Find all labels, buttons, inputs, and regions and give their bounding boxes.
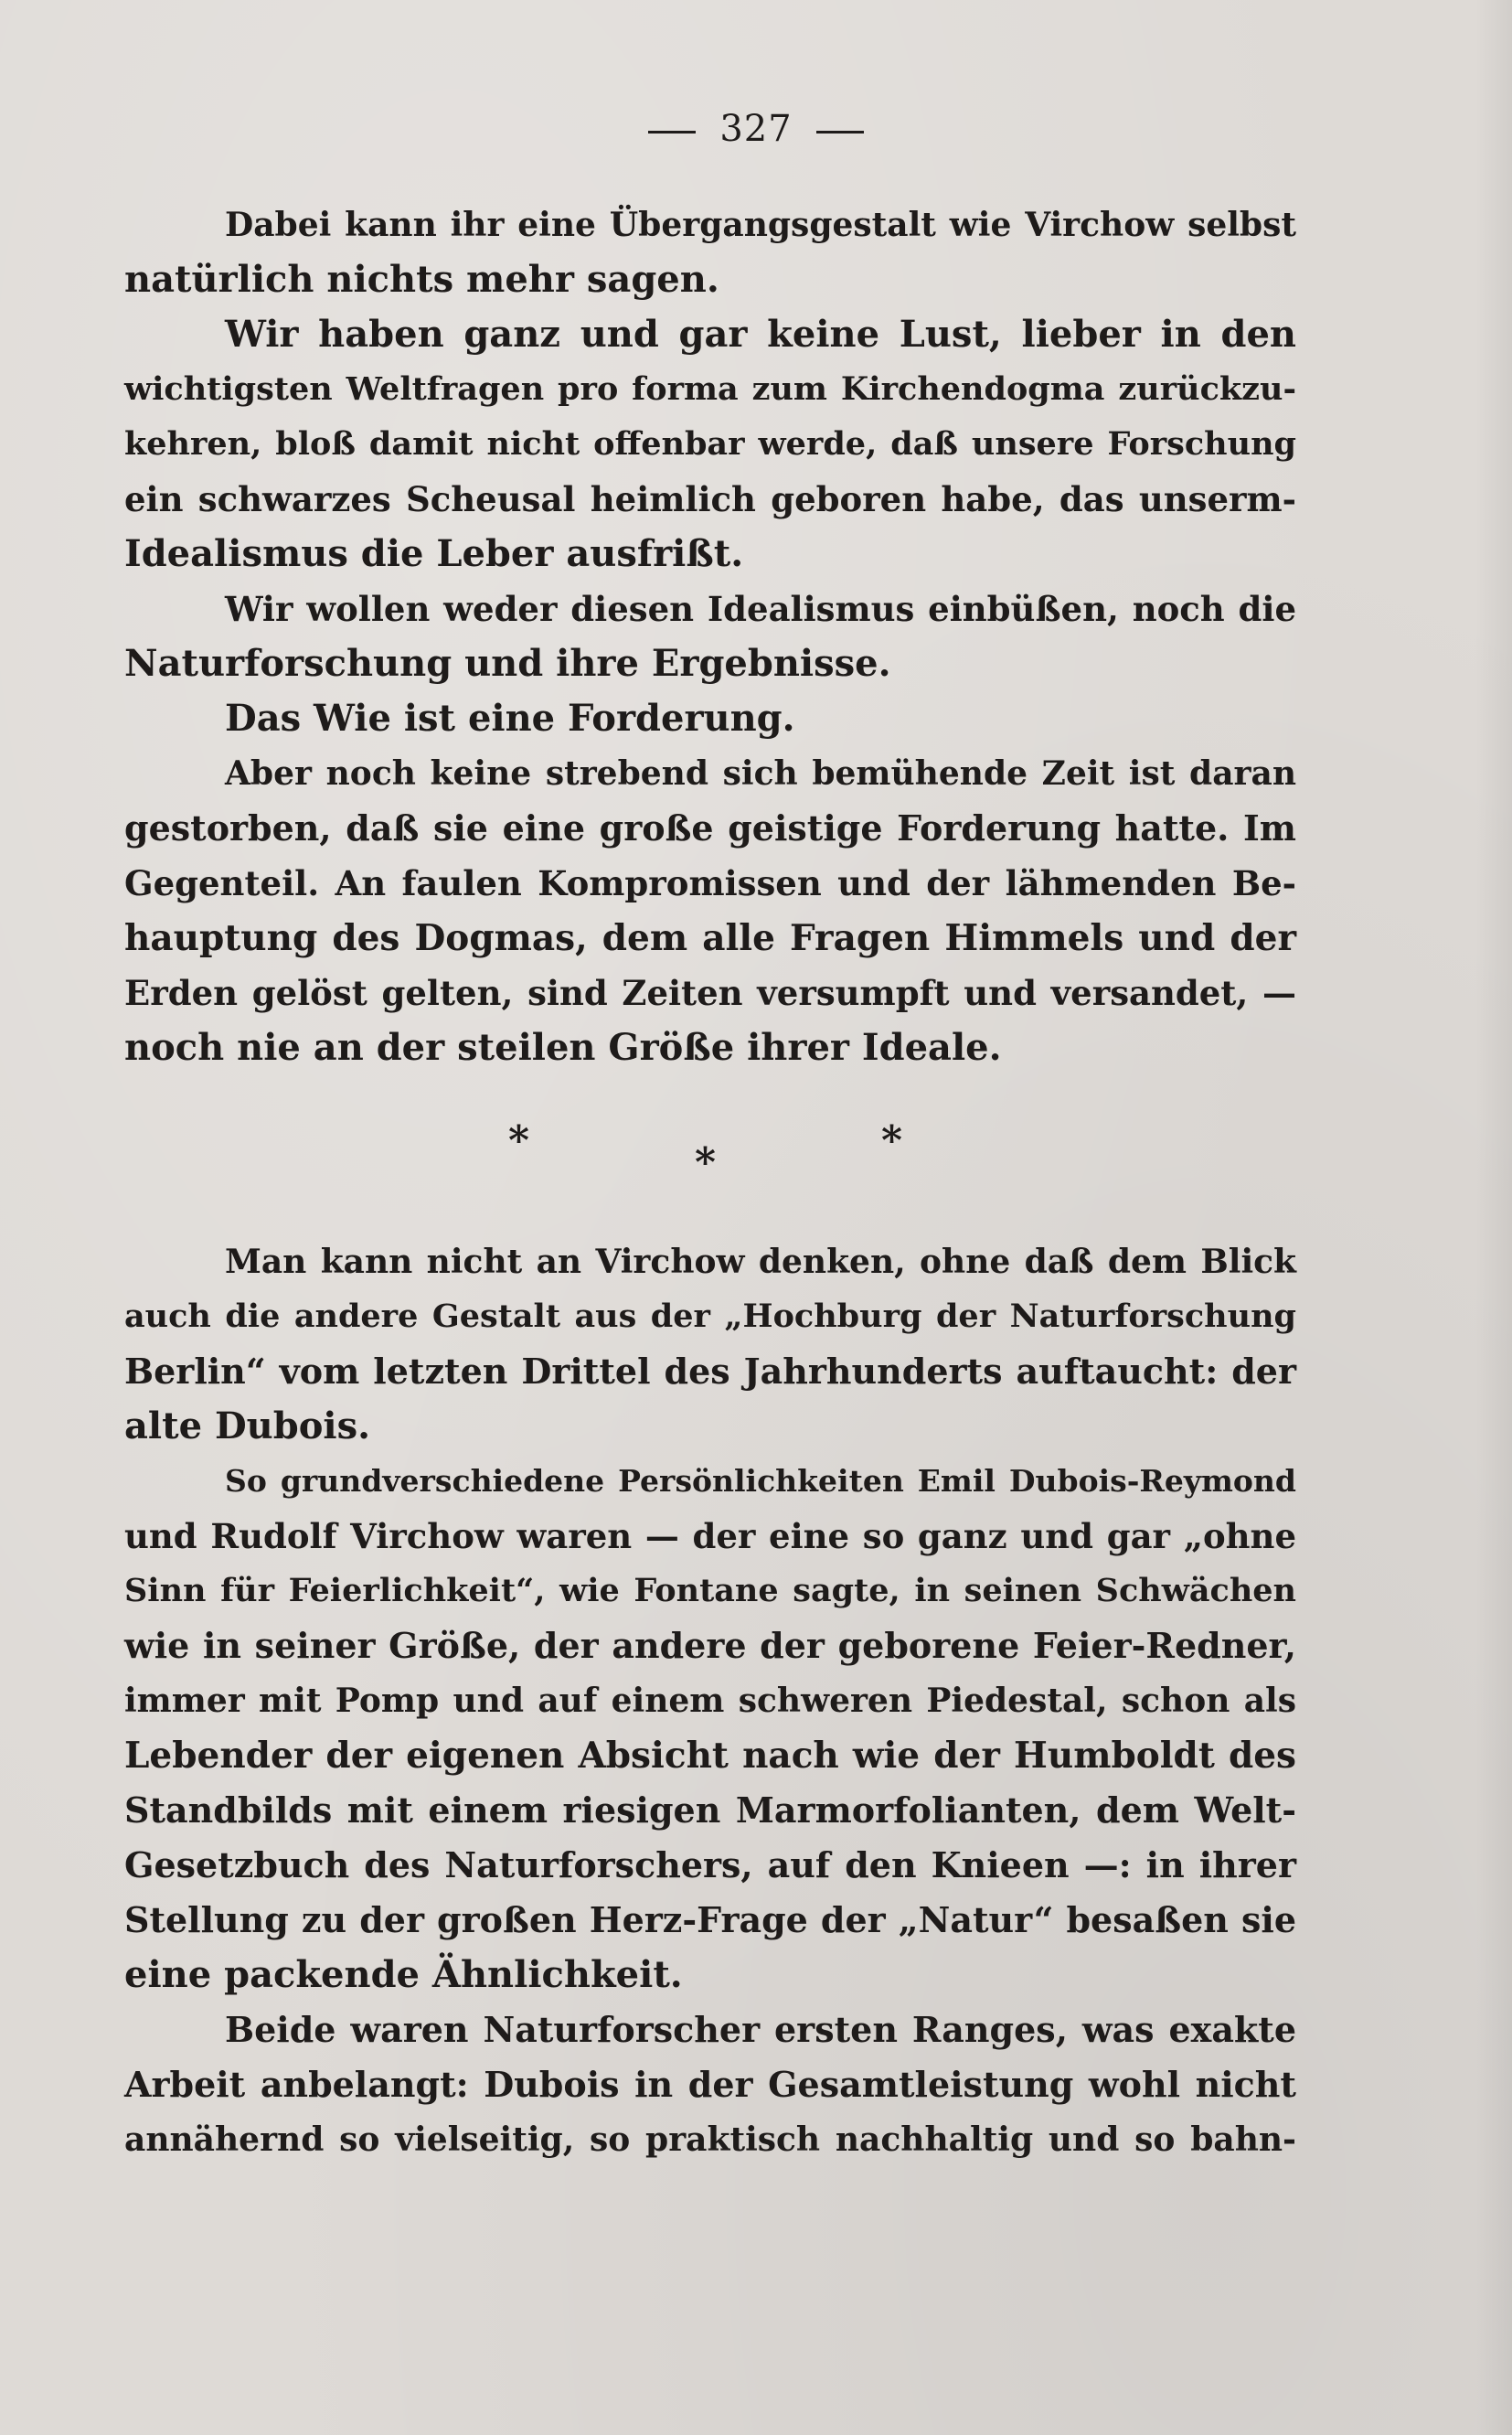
text-line: auch die andere Gestalt aus der „Hochburg der Naturforschung xyxy=(124,1298,1296,1335)
text-line: Arbeit anbelangt: Dubois in der Gesamtleistung wohl nicht xyxy=(124,2064,1296,2105)
text-line: Idealismus die Leber ausfrißt. xyxy=(124,532,744,575)
text-line: Berlin“ vom letzten Drittel des Jahrhunderts auftaucht: der xyxy=(124,1351,1296,1392)
text-line: Gesetzbuch des Naturforschers, auf den Knieen —: in ihrer xyxy=(124,1844,1296,1885)
text-line: natürlich nichts mehr sagen. xyxy=(124,258,719,301)
page-edge-shadow xyxy=(1475,0,1512,2435)
text-line: kehren, bloß damit nicht offenbar werde, daß unsere Forschung xyxy=(124,425,1296,463)
text-line: gestorben, daß sie eine große geistige Forderung hatte. Im xyxy=(124,807,1296,849)
text-line: Aber noch keine strebend sich bemühende Zeit ist daran xyxy=(225,754,1296,793)
header-dash-left xyxy=(648,131,696,133)
text-line: Sinn für Feierlichkeit“, wie Fontane sagte, in seinen Schwächen xyxy=(124,1572,1296,1609)
page-header xyxy=(0,108,1512,150)
text-line: alte Dubois. xyxy=(124,1404,371,1447)
text-line: Wir haben ganz und gar keine Lust, lieber in den xyxy=(225,313,1296,356)
text-line: Gegenteil. An faulen Kompromissen und der lähmenden Be- xyxy=(124,863,1296,903)
text-line: Lebender der eigenen Absicht nach wie der Humboldt des xyxy=(124,1735,1296,1777)
text-line: noch nie an der steilen Größe ihrer Ideale. xyxy=(124,1026,1002,1069)
text-line: Man kann nicht an Virchow denken, ohne daß dem Blick xyxy=(225,1243,1296,1281)
separator-asterisk: * xyxy=(508,1117,530,1164)
text-line: Stellung zu der großen Herz-Frage der „Natur“ besaßen sie xyxy=(124,1899,1296,1940)
separator-asterisk: * xyxy=(695,1139,717,1186)
text-line: Dabei kann ihr eine Übergangsgestalt wie Virchow selbst xyxy=(225,206,1296,244)
text-line: hauptung des Dogmas, dem alle Fragen Himmels und der xyxy=(124,917,1296,959)
text-line: Beide waren Naturforscher ersten Ranges, was exakte xyxy=(225,2009,1296,2050)
text-line: immer mit Pomp und auf einem schweren Piedestal, schon als xyxy=(124,1682,1296,1720)
header-dash-right xyxy=(816,131,864,133)
text-line: Erden gelöst gelten, sind Zeiten versumpft und versandet, — xyxy=(124,973,1296,1013)
text-line: Wir wollen weder diesen Idealismus einbüßen, noch die xyxy=(225,589,1296,629)
text-line: Das Wie ist eine Forderung. xyxy=(225,697,795,740)
separator-asterisk: * xyxy=(881,1117,903,1164)
text-line: eine packende Ähnlichkeit. xyxy=(124,1953,683,1996)
text-line: wichtigsten Weltfragen pro forma zum Kirchendogma zurückzu- xyxy=(124,370,1296,408)
text-line: Standbilds mit einem riesigen Marmorfolianten, dem Welt- xyxy=(124,1789,1296,1831)
text-line: wie in seiner Größe, der andere der geborene Feier-Redner, xyxy=(124,1625,1296,1666)
page-number: 327 xyxy=(719,108,793,150)
text-line: So grundverschiedene Persönlichkeiten Emil Dubois-Reymond xyxy=(225,1463,1296,1499)
text-line: Naturforschung und ihre Ergebnisse. xyxy=(124,642,891,685)
text-line: annähernd so vielseitig, so praktisch nachhaltig und so bahn- xyxy=(124,2120,1296,2159)
text-line: ein schwarzes Scheusal heimlich geboren habe, das unserm- xyxy=(124,479,1296,519)
text-line: und Rudolf Virchow waren — der eine so ganz und gar „ohne xyxy=(124,1516,1296,1556)
